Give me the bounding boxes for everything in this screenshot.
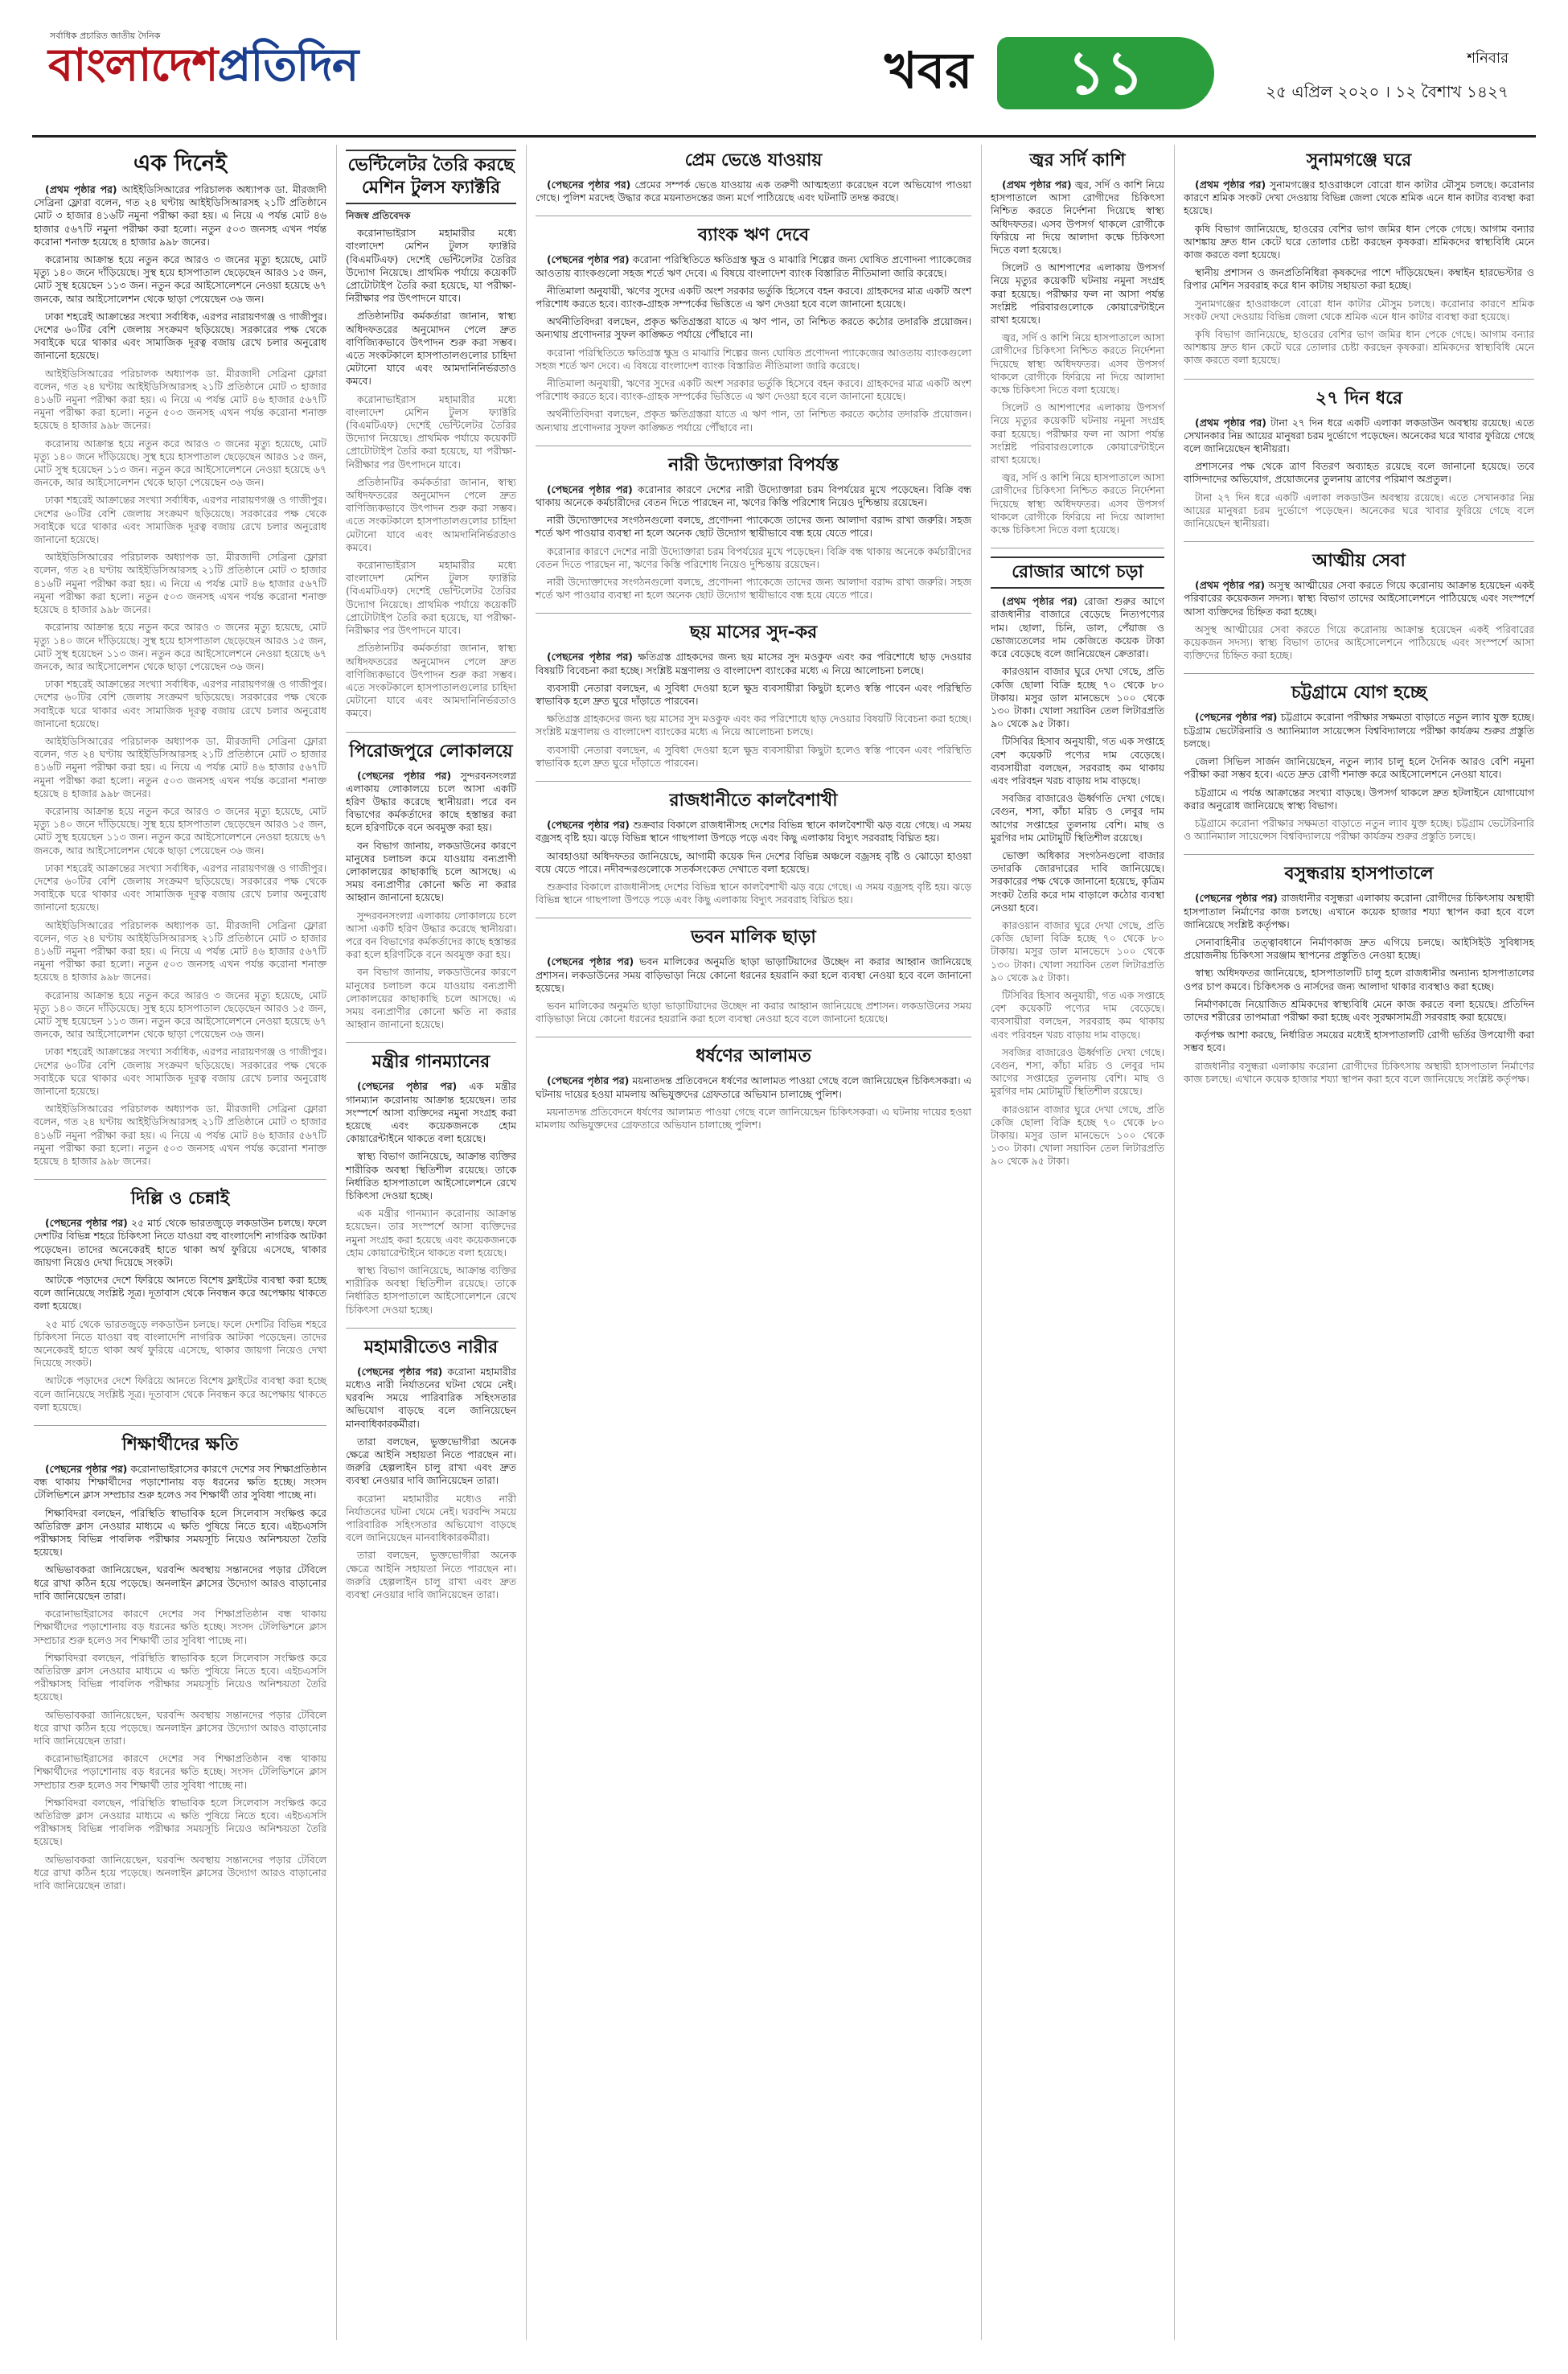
story-paragraph: করোনায় আক্রান্ত হয়ে নতুন করে আরও ৩ জনের মৃত্যু হয়েছে, মোট মৃত্যু ১৪০ জনে দাঁড়িয়েছে। সুস্থ হয়ে হাসপাতাল ছেড়েছেন আরও ১৫ জন, মোট সুস্থ হয়েছেন ১১৩ জন। নতুন করে আইসোলেশনে নেওয়া হয়েছে ৬৭ জনকে, আর আইসোলেশন থেকে ছাড়া পেয়েছেন ৩৬ জন। bbox=[34, 437, 326, 489]
story-divider bbox=[34, 1179, 326, 1180]
story-paragraph: কারওয়ান বাজার ঘুরে দেখা গেছে, প্রতি কেজি ছোলা বিক্রি হচ্ছে ৭০ থেকে ৮০ টাকায়। মসুর ডাল মানভেদে ১০০ থেকে ১৩০ টাকা। খোলা সয়াবিন তেল লিটারপ্রতি ৯০ থেকে ৯৫ টাকা। bbox=[991, 918, 1164, 984]
headline[interactable]: পিরোজপুরে লোকালয়ে bbox=[349, 741, 513, 762]
story-paragraph: করোনায় আক্রান্ত হয়ে নতুন করে আরও ৩ জনের মৃত্যু হয়েছে, মোট মৃত্যু ১৪০ জনে দাঁড়িয়েছে। সুস্থ হয়ে হাসপাতাল ছেড়েছেন আরও ১৫ জন, মোট সুস্থ হয়েছেন ১১৩ জন। নতুন করে আইসোলেশনে নেওয়া হয়েছে ৬৭ জনকে, আর আইসোলেশন থেকে ছাড়া পেয়েছেন ৩৬ জন। bbox=[34, 804, 326, 856]
story-jor-sordi[interactable] bbox=[991, 150, 1164, 536]
jump-label: (পেছনের পৃষ্ঠার পর) bbox=[45, 1463, 128, 1476]
story-paragraph: আইইডিসিআরের পরিচালক অধ্যাপক ডা. মীরজাদী সেব্রিনা ফ্লোরা বলেন, গত ২৪ ঘণ্টায় আইইডিসিআরসহ ২১টি প্রতিষ্ঠানে মোট ৩ হাজার ৪১৬টি নমুনা পরীক্ষা করা হয়। এ নিয়ে এ পর্যন্ত মোট ৪৬ হাজার ৫৬৭টি নমুনা পরীক্ষা করা হলো। নতুন ৫০৩ জনসহ এখন পর্যন্ত করোনা শনাক্ত হয়েছে ৪ হাজার ৯৯৮ জনের। bbox=[34, 1103, 326, 1168]
story-paragraph: রাজধানীর বসুন্ধরা এলাকায় করোনা রোগীদের চিকিৎসায় অস্থায়ী হাসপাতাল নির্মাণের কাজ চলছে। এখানে কয়েক হাজার শয্যা স্থাপন করা হবে বলে জানিয়েছে সংশ্লিষ্ট কর্তৃপক্ষ। bbox=[1184, 1059, 1534, 1085]
story-paragraph: আইইডিসিআরের পরিচালক অধ্যাপক ডা. মীরজাদী সেব্রিনা ফ্লোরা বলেন, গত ২৪ ঘণ্টায় আইইডিসিআরসহ ২১টি প্রতিষ্ঠানে মোট ৩ হাজার ৪১৬টি নমুনা পরীক্ষা করা হয়। এ নিয়ে এ পর্যন্ত মোট ৪৬ হাজার ৫৬৭টি নমুনা পরীক্ষা করা হলো। নতুন ৫০৩ জনসহ এখন পর্যন্ত করোনা শনাক্ত হয়েছে ৪ হাজার ৯৯৮ জনের। bbox=[34, 183, 326, 248]
story-dhorshon[interactable] bbox=[536, 1045, 971, 1132]
story-paragraph: ব্যবসায়ী নেতারা বলছেন, এ সুবিধা দেওয়া হলে ক্ষুদ্র ব্যবসায়ীরা কিছুটা হলেও স্বস্তি পাবেন এবং পরিস্থিতি স্বাভাবিক হলে দ্রুত ঘুরে দাঁড়াতে পারবেন। bbox=[536, 681, 971, 708]
jump-label: (পেছনের পৃষ্ঠার পর) bbox=[547, 819, 630, 832]
column-1 bbox=[34, 145, 326, 1904]
headline[interactable]: দিল্লি ও চেন্নাই bbox=[130, 1189, 230, 1210]
story-paragraph: সবজির বাজারেও ঊর্ধ্বগতি দেখা গেছে। বেগুন, শসা, কাঁচা মরিচ ও লেবুর দাম আগের সপ্তাহের তুলনায় বেশি। মাছ ও মুরগির দাম মোটামুটি স্থিতিশীল রয়েছে। bbox=[991, 792, 1164, 844]
story-nari[interactable] bbox=[536, 454, 971, 602]
story-divider bbox=[346, 1042, 516, 1043]
headline[interactable]: জ্বর সর্দি কাশি bbox=[1029, 150, 1126, 170]
story-paragraph: কর্তৃপক্ষ আশা করছে, নির্ধারিত সময়ের মধ্যেই হাসপাতালটি রোগী ভর্তির উপযোগী করা সম্ভব হবে। bbox=[1184, 1029, 1534, 1054]
story-paragraph: ২৫ মার্চ থেকে ভারতজুড়ে লকডাউন চলছে। ফলে দেশটির বিভিন্ন শহরে চিকিৎসা নিতে যাওয়া বহু বাংলাদেশি নাগরিক আটকা পড়েছেন। তাদের অনেকেরই হাতে থাকা অর্থ ফুরিয়ে এসেছে, থাকার জায়গা নিয়েও দেখা দিয়েছে সংকট। bbox=[34, 1317, 326, 1370]
story-bhobon[interactable] bbox=[536, 926, 971, 1025]
column-2 bbox=[346, 145, 516, 1612]
story-paragraph: সুন্দরবনসংলগ্ন এলাকায় লোকালয়ে চলে আসা একটি হরিণ উদ্ধার করেছে স্থানীয়রা। পরে বন বিভাগের কর্মকর্তাদের কাছে হস্তান্তর করা হলে হরিণটিকে বনে অবমুক্ত করা হয়। bbox=[346, 909, 516, 961]
story-paragraph: ক্ষতিগ্রস্ত গ্রাহকদের জন্য ছয় মাসের সুদ মওকুফ এবং কর পরিশোধে ছাড় দেওয়ার বিষয়টি বিবেচনা করা হচ্ছে। সংশ্লিষ্ট মন্ত্রণালয় ও বাংলাদেশ ব্যাংকের মধ্যে এ নিয়ে আলোচনা চলছে। bbox=[536, 651, 972, 676]
jump-label: (পেছনের পৃষ্ঠার পর) bbox=[357, 1080, 458, 1093]
story-paragraph: ঢাকা শহরেই আক্রান্তের সংখ্যা সর্বাধিক, এরপর নারায়ণগঞ্জ ও গাজীপুর। দেশের ৬০টির বেশি জেলায় সংক্রমণ ছড়িয়েছে। সরকারের পক্ষ থেকে সবাইকে ঘরে থাকার এবং সামাজিক দূরত্ব বজায় রেখে চলার অনুরোধ জানানো হয়েছে। bbox=[34, 861, 326, 914]
byline: নিজস্ব প্রতিবেদক bbox=[346, 210, 411, 221]
story-paragraph: নারী উদ্যোক্তাদের সংগঠনগুলো বলছে, প্রণোদনা প্যাকেজে তাদের জন্য আলাদা বরাদ্দ রাখা জরুরি। সহজ শর্তে ঋণ পাওয়ার ব্যবস্থা না হলে অনেক ছোট উদ্যোগ স্থায়ীভাবে বন্ধ হয়ে যেতে পারে। bbox=[536, 576, 971, 602]
story-paragraph: প্রশাসনের পক্ষ থেকে ত্রাণ বিতরণ অব্যাহত রয়েছে বলে জানানো হয়েছে। তবে বাসিন্দাদের অভিযোগ, প্রয়োজনের তুলনায় ত্রাণের পরিমাণ অপ্রতুল। bbox=[1184, 460, 1534, 486]
story-divider bbox=[346, 1328, 516, 1329]
story-mohamari[interactable] bbox=[346, 1337, 516, 1601]
story-paragraph: ময়নাতদন্ত প্রতিবেদনে ধর্ষণের আলামত পাওয়া গেছে বলে জানিয়েছেন চিকিৎসকরা। এ ঘটনায় দায়ের হওয়া মামলায় অভিযুক্তদের গ্রেফতারে অভিযান চালাচ্ছে পুলিশ। bbox=[536, 1074, 972, 1100]
story-paragraph: তারা বলছেন, ভুক্তভোগীরা অনেক ক্ষেত্রে আইনি সহায়তা নিতে পারছেন না। জরুরি হেল্পলাইন চালু রাখা এবং দ্রুত ব্যবস্থা নেওয়ার দাবি জানিয়েছেন তারা। bbox=[346, 1549, 516, 1601]
story-paragraph: নীতিমালা অনুযায়ী, ঋণের সুদের একটি অংশ সরকার ভর্তুকি হিসেবে বহন করবে। গ্রাহকদের মাত্র একটি অংশ পরিশোধ করতে হবে। ব্যাংক-গ্রাহক সম্পর্কের ভিত্তিতে এ ঋণ দেওয়া হবে বলে জানানো হয়েছে। bbox=[536, 377, 971, 403]
story-divider bbox=[1184, 379, 1534, 380]
story-paragraph: করোনায় আক্রান্ত হয়ে নতুন করে আরও ৩ জনের মৃত্যু হয়েছে, মোট মৃত্যু ১৪০ জনে দাঁড়িয়েছে। সুস্থ হয়ে হাসপাতাল ছেড়েছেন আরও ১৫ জন, মোট সুস্থ হয়েছেন ১১৩ জন। নতুন করে আইসোলেশনে নেওয়া হয়েছে ৬৭ জনকে, আর আইসোলেশন থেকে ছাড়া পেয়েছেন ৩৬ জন। bbox=[34, 988, 326, 1041]
jump-label: (পেছনের পৃষ্ঠার পর) bbox=[547, 253, 630, 266]
jump-label: (পেছনের পৃষ্ঠার পর) bbox=[1195, 711, 1278, 724]
column-4 bbox=[991, 145, 1164, 1180]
story-paragraph: ময়নাতদন্ত প্রতিবেদনে ধর্ষণের আলামত পাওয়া গেছে বলে জানিয়েছেন চিকিৎসকরা। এ ঘটনায় দায়ের হওয়া মামলায় অভিযুক্তদের গ্রেফতারে অভিযান চালাচ্ছে পুলিশ। bbox=[536, 1105, 971, 1131]
story-paragraph: অভিভাবকরা জানিয়েছেন, ঘরবন্দি অবস্থায় সন্তানদের পড়ার টেবিলে ধরে রাখা কঠিন হয়ে পড়েছে। অনলাইন ক্লাসের উদ্যোগ আরও বাড়ানোর দাবি জানিয়েছেন তারা। bbox=[34, 1563, 326, 1602]
story-paragraph: সেনাবাহিনীর তত্ত্বাবধানে নির্মাণকাজ দ্রুত এগিয়ে চলছে। আইসিইউ সুবিধাসহ প্রয়োজনীয় চিকিৎসা সরঞ্জাম স্থাপনের প্রস্তুতিও নেওয়া হচ্ছে। bbox=[1184, 935, 1534, 962]
column-divider bbox=[526, 145, 527, 2340]
story-paragraph: শিক্ষাবিদরা বলছেন, পরিস্থিতি স্বাভাবিক হলে সিলেবাস সংক্ষিপ্ত করে অতিরিক্ত ক্লাস নেওয়ার মাধ্যমে এ ক্ষতি পুষিয়ে নিতে হবে। এইচএসসি পরীক্ষাসহ বিভিন্ন পাবলিক পরীক্ষার সময়সূচি নিয়েও অনিশ্চয়তা তৈরি হয়েছে। bbox=[34, 1506, 326, 1559]
story-ventilator[interactable] bbox=[346, 150, 516, 721]
story-paragraph: করোনায় আক্রান্ত হয়ে নতুন করে আরও ৩ জনের মৃত্যু হয়েছে, মোট মৃত্যু ১৪০ জনে দাঁড়িয়েছে। সুস্থ হয়ে হাসপাতাল ছেড়েছেন আরও ১৫ জন, মোট সুস্থ হয়েছেন ১১৩ জন। নতুন করে আইসোলেশনে নেওয়া হয়েছে ৬৭ জনকে, আর আইসোলেশন থেকে ছাড়া পেয়েছেন ৩৬ জন। bbox=[34, 621, 326, 672]
story-paragraph: প্রতিষ্ঠানটির কর্মকর্তারা জানান, স্বাস্থ্য অধিদফতরের অনুমোদন পেলে দ্রুত বাণিজ্যিকভাবে উৎপাদন শুরু করা সম্ভব। এতে সংকটকালে হাসপাতালগুলোর চাহিদা মেটানো যাবে এবং আমদানিনির্ভরতাও কমবে। bbox=[346, 310, 516, 388]
story-shikkharthi[interactable] bbox=[34, 1434, 326, 1892]
headline[interactable]: ২৭ দিন ধরে bbox=[1315, 388, 1403, 409]
story-paragraph: তারা বলছেন, ভুক্তভোগীরা অনেক ক্ষেত্রে আইনি সহায়তা নিতে পারছেন না। জরুরি হেল্পলাইন চালু রাখা এবং দ্রুত ব্যবস্থা নেওয়ার দাবি জানিয়েছেন তারা। bbox=[346, 1435, 516, 1487]
story-divider bbox=[1184, 541, 1534, 542]
jump-label: (পেছনের পৃষ্ঠার পর) bbox=[357, 769, 452, 782]
story-paragraph: প্রতিষ্ঠানটির কর্মকর্তারা জানান, স্বাস্থ্য অধিদফতরের অনুমোদন পেলে দ্রুত বাণিজ্যিকভাবে উৎপাদন শুরু করা সম্ভব। এতে সংকটকালে হাসপাতালগুলোর চাহিদা মেটানো যাবে এবং আমদানিনির্ভরতাও কমবে। bbox=[346, 642, 516, 720]
story-paragraph: করোনা মহামারীর মধ্যেও নারী নির্যাতনের ঘটনা থেমে নেই। ঘরবন্দি সময়ে পারিবারিক সহিংসতার অভিযোগ বাড়ছে বলে জানিয়েছেন মানবাধিকারকর্মীরা। bbox=[346, 1492, 516, 1544]
story-paragraph: ক্ষতিগ্রস্ত গ্রাহকদের জন্য ছয় মাসের সুদ মওকুফ এবং কর পরিশোধে ছাড় দেওয়ার বিষয়টি বিবেচনা করা হচ্ছে। সংশ্লিষ্ট মন্ত্রণালয় ও বাংলাদেশ ব্যাংকের মধ্যে এ নিয়ে আলোচনা চলছে। bbox=[536, 713, 971, 738]
headline[interactable]: শিক্ষার্থীদের ক্ষতি bbox=[121, 1435, 239, 1456]
column-divider bbox=[336, 145, 337, 2340]
story-paragraph: করোনাভাইরাস মহামারীর মধ্যে বাংলাদেশ মেশিন টুলস ফ্যাক্টরি (বিএমটিএফ) দেশেই ভেন্টিলেটর তৈরির উদ্যোগ নিয়েছে। প্রাথমিক পর্যায়ে কয়েকটি প্রোটোটাইপ তৈরি করা হয়েছে, যা পরীক্ষা-নিরীক্ষার পর উৎপাদনে যাবে। bbox=[346, 559, 516, 637]
story-paragraph: স্বাস্থ্য বিভাগ জানিয়েছে, আক্রান্ত ব্যক্তির শারীরিক অবস্থা স্থিতিশীল রয়েছে। তাকে নির্ধারিত হাসপাতালে আইসোলেশনে রেখে চিকিৎসা দেওয়া হচ্ছে। bbox=[346, 1150, 516, 1201]
headline[interactable]: ধর্ষণের আলামত bbox=[696, 1046, 811, 1067]
story-paragraph: রোজা শুরুর আগে রাজধানীর বাজারে বেড়েছে নিত্যপণ্যের দাম। ছোলা, চিনি, ডাল, পেঁয়াজ ও ভোজ্যতেলের দাম কেজিতে কয়েক টাকা করে বেড়েছে বলে জানিয়েছেন ক্রেতারা। bbox=[991, 595, 1164, 660]
story-paragraph: টিসিবির হিসাব অনুযায়ী, গত এক সপ্তাহে বেশ কয়েকটি পণ্যের দাম বেড়েছে। ব্যবসায়ীরা বলছেন, সরবরাহ কম থাকায় এবং পরিবহন খরচ বাড়ায় দাম বাড়ছে। bbox=[991, 988, 1164, 1041]
story-paragraph: সবজির বাজারেও ঊর্ধ্বগতি দেখা গেছে। বেগুন, শসা, কাঁচা মরিচ ও লেবুর দাম আগের সপ্তাহের তুলনায় বেশি। মাছ ও মুরগির দাম মোটামুটি স্থিতিশীল রয়েছে। bbox=[991, 1045, 1164, 1098]
story-paragraph: অর্থনীতিবিদরা বলছেন, প্রকৃত ক্ষতিগ্রস্তরা যাতে এ ঋণ পান, তা নিশ্চিত করতে কঠোর তদারকি প্রয়োজন। অন্যথায় প্রণোদনার সুফল কাঙ্ক্ষিত পর্যায়ে পৌঁছাবে না। bbox=[536, 315, 971, 341]
jump-label: (পেছনের পৃষ্ঠার পর) bbox=[547, 1074, 630, 1087]
story-paragraph: প্রেমের সম্পর্ক ভেঙে যাওয়ায় এক তরুণী আত্মহত্যা করেছেন বলে অভিযোগ পাওয়া গেছে। পুলিশ মরদেহ উদ্ধার করে ময়নাতদন্তের জন্য মর্গে পাঠিয়েছে এবং ঘটনাটি তদন্ত করছে। bbox=[536, 179, 971, 204]
story-dilli-chennai[interactable] bbox=[34, 1188, 326, 1414]
story-paragraph: করোনার কারণে দেশের নারী উদ্যোক্তারা চরম বিপর্যয়ের মুখে পড়েছেন। বিক্রি বন্ধ থাকায় অনেকে কর্মচারীদের বেতন দিতে পারছেন না, ঋণের কিস্তি পরিশোধ নিয়েও দুশ্চিন্তায় রয়েছেন। bbox=[536, 544, 971, 570]
story-paragraph: বন বিভাগ জানায়, লকডাউনের কারণে মানুষের চলাচল কমে যাওয়ায় বন্যপ্রাণী লোকালয়ের কাছাকাছি চলে আসছে। এ সময় বন্যপ্রাণীর কোনো ক্ষতি না করার আহ্বান জানানো হয়েছে। bbox=[346, 966, 516, 1031]
brand-logo[interactable] bbox=[48, 39, 359, 92]
story-paragraph: চট্টগ্রামে করোনা পরীক্ষার সক্ষমতা বাড়াতে নতুন ল্যাব যুক্ত হচ্ছে। চট্টগ্রাম ভেটেরিনারি ও অ্যানিম্যাল সায়েন্সেস বিশ্ববিদ্যালয়ে পরীক্ষা কার্যক্রম শুরুর প্রস্তুতি চলছে। bbox=[1184, 711, 1535, 750]
story-paragraph: সিলেট ও আশপাশের এলাকায় উপসর্গ নিয়ে মৃত্যুর কয়েকটি ঘটনায় নমুনা সংগ্রহ করা হয়েছে। পরীক্ষার ফল না আসা পর্যন্ত সংশ্লিষ্ট পরিবারগুলোকে কোয়ারেন্টাইনে রাখা হয়েছে। bbox=[991, 401, 1164, 466]
story-paragraph: কৃষি বিভাগ জানিয়েছে, হাওরের বেশির ভাগ জমির ধান পেকে গেছে। আগাম বন্যার আশঙ্কায় দ্রুত ধান কেটে ঘরে তোলার চেষ্টা করছেন কৃষকরা। শ্রমিকদের স্বাস্থ্যবিধি মেনে কাজ করতে বলা হয়েছে। bbox=[1184, 328, 1534, 367]
headline[interactable]: ভেন্টিলেটর তৈরি করছে মেশিন টুলস ফ্যাক্টরি bbox=[346, 150, 516, 204]
story-paragraph: কারওয়ান বাজার ঘুরে দেখা গেছে, প্রতি কেজি ছোলা বিক্রি হচ্ছে ৭০ থেকে ৮০ টাকায়। মসুর ডাল মানভেদে ১০০ থেকে ১৩০ টাকা। খোলা সয়াবিন তেল লিটারপ্রতি ৯০ থেকে ৯৫ টাকা। bbox=[991, 1103, 1164, 1168]
story-paragraph: অসুস্থ আত্মীয়ের সেবা করতে গিয়ে করোনায় আক্রান্ত হয়েছেন একই পরিবারের কয়েকজন সদস্য। স্বাস্থ্য বিভাগ তাদের আইসোলেশনে পাঠিয়েছে এবং সংস্পর্শে আসা ব্যক্তিদের চিহ্নিত করা হচ্ছে। bbox=[1184, 622, 1534, 662]
story-divider bbox=[1184, 854, 1534, 855]
column-divider bbox=[1174, 145, 1175, 2340]
story-paragraph: জেলা সিভিল সার্জন জানিয়েছেন, নতুন ল্যাব চালু হলে দৈনিক আরও বেশি নমুনা পরীক্ষা করা সম্ভব হবে। এতে দ্রুত রোগী শনাক্ত করে আইসোলেশনে নেওয়া যাবে। bbox=[1184, 755, 1534, 781]
story-paragraph: এক মন্ত্রীর গানম্যান করোনায় আক্রান্ত হয়েছেন। তার সংস্পর্শে আসা ব্যক্তিদের নমুনা সংগ্রহ করা হয়েছে এবং কয়েকজনকে হোম কোয়ারেন্টাইনে থাকতে বলা হয়েছে। bbox=[346, 1080, 516, 1145]
jump-label: (পেছনের পৃষ্ঠার পর) bbox=[547, 483, 633, 495]
issue-day: শনিবার bbox=[1467, 50, 1508, 67]
story-rajdhani[interactable] bbox=[536, 790, 971, 906]
story-bosundhora[interactable] bbox=[1184, 863, 1534, 1086]
story-pirojpur[interactable] bbox=[346, 741, 516, 1032]
story-27-din[interactable] bbox=[1184, 388, 1534, 531]
story-paragraph: স্বাস্থ্য অধিদফতর জানিয়েছে, হাসপাতালটি চালু হলে রাজধানীর অন্যান্য হাসপাতালের ওপর চাপ কমবে। চিকিৎসক ও নার্সদের জন্য আলাদা থাকার ব্যবস্থাও করা হচ্ছে। bbox=[1184, 967, 1534, 992]
story-bank[interactable] bbox=[536, 224, 971, 433]
story-paragraph: ঢাকা শহরেই আক্রান্তের সংখ্যা সর্বাধিক, এরপর নারায়ণগঞ্জ ও গাজীপুর। দেশের ৬০টির বেশি জেলায় সংক্রমণ ছড়িয়েছে। সরকারের পক্ষ থেকে সবাইকে ঘরে থাকার এবং সামাজিক দূরত্ব বজায় রেখে চলার অনুরোধ জানানো হয়েছে। bbox=[34, 1045, 326, 1097]
story-paragraph: করোনাভাইরাসের কারণে দেশের সব শিক্ষাপ্রতিষ্ঠান বন্ধ থাকায় শিক্ষার্থীদের পড়াশোনায় বড় ধরনের ক্ষতি হচ্ছে। সংসদ টেলিভিশনে ক্লাস সম্প্রচার শুরু হলেও সব শিক্ষার্থী তার সুবিধা পাচ্ছে না। bbox=[34, 1608, 326, 1646]
jump-label: (পেছনের পৃষ্ঠার পর) bbox=[45, 1217, 128, 1230]
story-paragraph: নির্মাণকাজে নিয়োজিত শ্রমিকদের স্বাস্থ্যবিধি মেনে কাজ করতে বলা হয়েছে। প্রতিদিন তাদের শরীরের তাপমাত্রা পরীক্ষা করা হচ্ছে এবং সুরক্ষাসামগ্রী সরবরাহ করা হয়েছে। bbox=[1184, 997, 1534, 1023]
jump-label: (পেছনের পৃষ্ঠার পর) bbox=[357, 1365, 443, 1378]
story-paragraph: জ্বর, সর্দি ও কাশি নিয়ে হাসপাতালে আসা রোগীদের চিকিৎসা নিশ্চিত করতে নির্দেশনা দিয়েছে স্বাস্থ্য অধিদফতর। এসব উপসর্গ থাকলে রোগীকে ফিরিয়ে না দিয়ে আলাদা কক্ষে চিকিৎসা দিতে বলা হয়েছে। bbox=[991, 179, 1164, 257]
jump-label: (প্রথম পৃষ্ঠার পর) bbox=[1195, 179, 1266, 191]
jump-label: (প্রথম পৃষ্ঠার পর) bbox=[1002, 595, 1077, 608]
issue-date: ২৫ এপ্রিল ২০২০ । ১২ বৈশাখ ১৪২৭ bbox=[1266, 82, 1508, 101]
story-paragraph: নারী উদ্যোক্তাদের সংগঠনগুলো বলছে, প্রণোদনা প্যাকেজে তাদের জন্য আলাদা বরাদ্দ রাখা জরুরি। সহজ শর্তে ঋণ পাওয়ার ব্যবস্থা না হলে অনেক ছোট উদ্যোগ স্থায়ীভাবে বন্ধ হয়ে যেতে পারে। bbox=[536, 514, 971, 540]
story-chattogram[interactable] bbox=[1184, 682, 1534, 843]
jump-label: (প্রথম পৃষ্ঠার পর) bbox=[45, 183, 117, 195]
headline[interactable]: নারী উদ্যোক্তারা বিপর্যস্ত bbox=[668, 454, 839, 475]
headline[interactable]: ব্যাংক ঋণ দেবে bbox=[697, 225, 810, 246]
story-paragraph: শুক্রবার বিকালে রাজধানীসহ দেশের বিভিন্ন স্থানে কালবৈশাখী ঝড় বয়ে গেছে। এ সময় বজ্রসহ বৃষ্টি হয়। ঝড়ে বিভিন্ন স্থানে গাছপালা উপড়ে পড়ে এবং কিছু এলাকায় বিদ্যুৎ সরবরাহ বিঘ্নিত হয়। bbox=[536, 880, 971, 906]
story-rojar[interactable] bbox=[991, 557, 1164, 1168]
headline[interactable]: ভবন মালিক ছাড়া bbox=[691, 927, 816, 948]
story-paragraph: ভবন মালিকের অনুমতি ছাড়া ভাড়াটিয়াদের উচ্ছেদ না করার আহ্বান জানিয়েছে প্রশাসন। লকডাউনের সময় বাড়িভাড়া নিয়ে কোনো ধরনের হয়রানি করা হলে ব্যবস্থা নেওয়া হবে বলে জানানো হয়েছে। bbox=[536, 955, 972, 994]
story-paragraph: চট্টগ্রামে করোনা পরীক্ষার সক্ষমতা বাড়াতে নতুন ল্যাব যুক্ত হচ্ছে। চট্টগ্রাম ভেটেরিনারি ও অ্যানিম্যাল সায়েন্সেস বিশ্ববিদ্যালয়ে পরীক্ষা কার্যক্রম শুরুর প্রস্তুতি চলছে। bbox=[1184, 816, 1534, 843]
story-divider bbox=[1184, 673, 1534, 674]
story-divider bbox=[536, 613, 971, 614]
story-divider bbox=[536, 781, 971, 782]
headline[interactable]: মহামারীতেও নারীর bbox=[363, 1337, 499, 1357]
story-paragraph: প্রতিষ্ঠানটির কর্মকর্তারা জানান, স্বাস্থ্য অধিদফতরের অনুমোদন পেলে দ্রুত বাণিজ্যিকভাবে উৎপাদন শুরু করা সম্ভব। এতে সংকটকালে হাসপাতালগুলোর চাহিদা মেটানো যাবে এবং আমদানিনির্ভরতাও কমবে। bbox=[346, 475, 516, 553]
story-paragraph: করোনাভাইরাস মহামারীর মধ্যে বাংলাদেশ মেশিন টুলস ফ্যাক্টরি (বিএমটিএফ) দেশেই ভেন্টিলেটর তৈরির উদ্যোগ নিয়েছে। প্রাথমিক পর্যায়ে কয়েকটি প্রোটোটাইপ তৈরি করা হয়েছে, যা পরীক্ষা-নিরীক্ষার পর উৎপাদনে যাবে। bbox=[346, 392, 516, 470]
story-ek-dinei[interactable] bbox=[34, 150, 326, 1168]
story-paragraph: জ্বর, সর্দি ও কাশি নিয়ে হাসপাতালে আসা রোগীদের চিকিৎসা নিশ্চিত করতে নির্দেশনা দিয়েছে স্বাস্থ্য অধিদফতর। এসব উপসর্গ থাকলে রোগীকে ফিরিয়ে না দিয়ে আলাদা কক্ষে চিকিৎসা দিতে বলা হয়েছে। bbox=[991, 471, 1165, 536]
brand-logo-part1: বাংলাদেশ bbox=[48, 39, 218, 92]
story-paragraph: এক মন্ত্রীর গানম্যান করোনায় আক্রান্ত হয়েছেন। তার সংস্পর্শে আসা ব্যক্তিদের নমুনা সংগ্রহ করা হয়েছে এবং কয়েকজনকে হোম কোয়ারেন্টাইনে থাকতে বলা হয়েছে। bbox=[346, 1207, 516, 1259]
headline[interactable]: ছয় মাসের সুদ-কর bbox=[689, 622, 818, 643]
story-paragraph: স্থানীয় প্রশাসন ও জনপ্রতিনিধিরা কৃষকদের পাশে দাঁড়িয়েছেন। কম্বাইন হারভেস্টার ও রিপার মেশিন সরবরাহ করে ধান কাটায় সহায়তা করা হচ্ছে। bbox=[1184, 266, 1534, 292]
headline[interactable]: সুনামগঞ্জে ঘরে bbox=[1306, 150, 1412, 170]
story-paragraph: করোনার কারণে দেশের নারী উদ্যোক্তারা চরম বিপর্যয়ের মুখে পড়েছেন। বিক্রি বন্ধ থাকায় অনেকে কর্মচারীদের বেতন দিতে পারছেন না, ঋণের কিস্তি পরিশোধ নিয়েও দুশ্চিন্তায় রয়েছেন। bbox=[536, 483, 971, 509]
story-paragraph: করোনাভাইরাস মহামারীর মধ্যে বাংলাদেশ মেশিন টুলস ফ্যাক্টরি (বিএমটিএফ) দেশেই ভেন্টিলেটর তৈরির উদ্যোগ নিয়েছে। প্রাথমিক পর্যায়ে কয়েকটি প্রোটোটাইপ তৈরি করা হয়েছে, যা পরীক্ষা-নিরীক্ষার পর উৎপাদনে যাবে। bbox=[346, 227, 516, 305]
story-divider bbox=[346, 732, 516, 733]
story-divider bbox=[34, 1425, 326, 1426]
story-paragraph: ব্যবসায়ী নেতারা বলছেন, এ সুবিধা দেওয়া হলে ক্ষুদ্র ব্যবসায়ীরা কিছুটা হলেও স্বস্তি পাবেন এবং পরিস্থিতি স্বাভাবিক হলে দ্রুত ঘুরে দাঁড়াতে পারবেন। bbox=[536, 743, 971, 769]
story-paragraph: টানা ২৭ দিন ধরে একটি এলাকা লকডাউন অবস্থায় রয়েছে। এতে সেখানকার নিম্ন আয়ের মানুষরা চরম দুর্ভোগে পড়েছেন। অনেকের ঘরে খাবার ফুরিয়ে গেছে বলে জানিয়েছেন স্থানীয়রা। bbox=[1184, 491, 1534, 530]
brand-logo-part2: প্রতিদিন bbox=[217, 39, 359, 92]
column-3 bbox=[536, 145, 971, 1143]
story-paragraph: করোনাভাইরাসের কারণে দেশের সব শিক্ষাপ্রতিষ্ঠান বন্ধ থাকায় শিক্ষার্থীদের পড়াশোনায় বড় ধরনের ক্ষতি হচ্ছে। সংসদ টেলিভিশনে ক্লাস সম্প্রচার শুরু হলেও সব শিক্ষার্থী তার সুবিধা পাচ্ছে না। bbox=[34, 1463, 326, 1501]
story-paragraph: আটকে পড়াদের দেশে ফিরিয়ে আনতে বিশেষ ফ্লাইটের ব্যবস্থা করা হচ্ছে বলে জানিয়েছে সংশ্লিষ্ট সূত্র। দূতাবাস থেকে নিবন্ধন করে অপেক্ষায় থাকতে বলা হয়েছে। bbox=[34, 1274, 326, 1312]
story-paragraph: রাজধানীর বসুন্ধরা এলাকায় করোনা রোগীদের চিকিৎসায় অস্থায়ী হাসপাতাল নির্মাণের কাজ চলছে। এখানে কয়েক হাজার শয্যা স্থাপন করা হবে বলে জানিয়েছে সংশ্লিষ্ট কর্তৃপক্ষ। bbox=[1184, 892, 1534, 930]
story-paragraph: নীতিমালা অনুযায়ী, ঋণের সুদের একটি অংশ সরকার ভর্তুকি হিসেবে বহন করবে। গ্রাহকদের মাত্র একটি অংশ পরিশোধ করতে হবে। ব্যাংক-গ্রাহক সম্পর্কের ভিত্তিতে এ ঋণ দেওয়া হবে বলে জানানো হয়েছে। bbox=[536, 284, 971, 310]
headline[interactable]: চট্টগ্রামে যোগ হচ্ছে bbox=[1291, 683, 1427, 704]
story-paragraph: টিসিবির হিসাব অনুযায়ী, গত এক সপ্তাহে বেশ কয়েকটি পণ্যের দাম বেড়েছে। ব্যবসায়ীরা বলছেন, সরবরাহ কম থাকায় এবং পরিবহন খরচ বাড়ায় দাম বাড়ছে। bbox=[991, 735, 1164, 787]
story-paragraph: ভোক্তা অধিকার সংগঠনগুলো বাজার তদারকি জোরদারের দাবি জানিয়েছে। সরকারের পক্ষ থেকে জানানো হয়েছে, কৃত্রিম সংকট তৈরি করে দাম বাড়ালে কঠোর ব্যবস্থা নেওয়া হবে। bbox=[991, 848, 1164, 914]
story-paragraph: কৃষি বিভাগ জানিয়েছে, হাওরের বেশির ভাগ জমির ধান পেকে গেছে। আগাম বন্যার আশঙ্কায় দ্রুত ধান কেটে ঘরে তোলার চেষ্টা করছেন কৃষকরা। শ্রমিকদের স্বাস্থ্যবিধি মেনে কাজ করতে বলা হয়েছে। bbox=[1184, 222, 1534, 261]
headline[interactable]: এক দিনেই bbox=[133, 150, 227, 176]
headline[interactable]: আত্মীয় সেবা bbox=[1312, 551, 1406, 572]
story-paragraph: করোনা পরিস্থিতিতে ক্ষতিগ্রস্ত ক্ষুদ্র ও মাঝারি শিল্পের জন্য ঘোষিত প্রণোদনা প্যাকেজের আওতায় ব্যাংকগুলো সহজ শর্তে ঋণ দেবে। এ বিষয়ে বাংলাদেশ ব্যাংক বিস্তারিত নীতিমালা জারি করেছে। bbox=[536, 346, 971, 372]
page-number-badge: ১১ bbox=[997, 37, 1214, 109]
jump-label: (পেছনের পৃষ্ঠার পর) bbox=[547, 955, 634, 968]
story-paragraph: শিক্ষাবিদরা বলছেন, পরিস্থিতি স্বাভাবিক হলে সিলেবাস সংক্ষিপ্ত করে অতিরিক্ত ক্লাস নেওয়ার মাধ্যমে এ ক্ষতি পুষিয়ে নিতে হবে। এইচএসসি পরীক্ষাসহ বিভিন্ন পাবলিক পরীক্ষার সময়সূচি নিয়েও অনিশ্চয়তা তৈরি হয়েছে। bbox=[34, 1796, 326, 1848]
column-5 bbox=[1184, 145, 1534, 1097]
story-paragraph: ভবন মালিকের অনুমতি ছাড়া ভাড়াটিয়াদের উচ্ছেদ না করার আহ্বান জানিয়েছে প্রশাসন। লকডাউনের সময় বাড়িভাড়া নিয়ে কোনো ধরনের হয়রানি করা হলে ব্যবস্থা নেওয়া হবে বলে জানানো হয়েছে। bbox=[536, 999, 971, 1025]
column-divider bbox=[981, 145, 982, 2340]
logo-tagline: সর্বাধিক প্রচারিত জাতীয় দৈনিক bbox=[50, 31, 161, 41]
headline[interactable]: রাজধানীতে কালবৈশাখী bbox=[669, 791, 838, 811]
jump-label: (পেছনের পৃষ্ঠার পর) bbox=[547, 651, 633, 663]
story-paragraph: অসুস্থ আত্মীয়ের সেবা করতে গিয়ে করোনায় আক্রান্ত হয়েছেন একই পরিবারের কয়েকজন সদস্য। স্বাস্থ্য বিভাগ তাদের আইসোলেশনে পাঠিয়েছে এবং সংস্পর্শে আসা ব্যক্তিদের চিহ্নিত করা হচ্ছে। bbox=[1184, 579, 1534, 618]
story-paragraph: চট্টগ্রামে এ পর্যন্ত আক্রান্তের সংখ্যা বাড়ছে। উপসর্গ থাকলে দ্রুত হটলাইনে যোগাযোগ করার অনুরোধ জানিয়েছে স্বাস্থ্য বিভাগ। bbox=[1184, 786, 1534, 811]
jump-label: (প্রথম পৃষ্ঠার পর) bbox=[1195, 579, 1266, 592]
masthead bbox=[32, 14, 1536, 135]
story-paragraph: স্বাস্থ্য বিভাগ জানিয়েছে, আক্রান্ত ব্যক্তির শারীরিক অবস্থা স্থিতিশীল রয়েছে। তাকে নির্ধারিত হাসপাতালে আইসোলেশনে রেখে চিকিৎসা দেওয়া হচ্ছে। bbox=[346, 1264, 516, 1316]
story-sunamganj[interactable] bbox=[1184, 150, 1534, 368]
jump-label: (পেছনের পৃষ্ঠার পর) bbox=[547, 179, 631, 191]
story-prem[interactable] bbox=[536, 150, 971, 204]
story-paragraph: আইইডিসিআরের পরিচালক অধ্যাপক ডা. মীরজাদী সেব্রিনা ফ্লোরা বলেন, গত ২৪ ঘণ্টায় আইইডিসিআরসহ ২১টি প্রতিষ্ঠানে মোট ৩ হাজার ৪১৬টি নমুনা পরীক্ষা করা হয়। এ নিয়ে এ পর্যন্ত মোট ৪৬ হাজার ৫৬৭টি নমুনা পরীক্ষা করা হলো। নতুন ৫০৩ জনসহ এখন পর্যন্ত করোনা শনাক্ত হয়েছে ৪ হাজার ৯৯৮ জনের। bbox=[34, 918, 326, 984]
story-paragraph: ঢাকা শহরেই আক্রান্তের সংখ্যা সর্বাধিক, এরপর নারায়ণগঞ্জ ও গাজীপুর। দেশের ৬০টির বেশি জেলায় সংক্রমণ ছড়িয়েছে। সরকারের পক্ষ থেকে সবাইকে ঘরে থাকার এবং সামাজিক দূরত্ব বজায় রেখে চলার অনুরোধ জানানো হয়েছে। bbox=[34, 310, 326, 362]
jump-label: (পেছনের পৃষ্ঠার পর) bbox=[1195, 892, 1278, 905]
story-paragraph: বন বিভাগ জানায়, লকডাউনের কারণে মানুষের চলাচল কমে যাওয়ায় বন্যপ্রাণী লোকালয়ের কাছাকাছি চলে আসছে। এ সময় বন্যপ্রাণীর কোনো ক্ষতি না করার আহ্বান জানানো হয়েছে। bbox=[346, 839, 516, 904]
story-paragraph: অভিভাবকরা জানিয়েছেন, ঘরবন্দি অবস্থায় সন্তানদের পড়ার টেবিলে ধরে রাখা কঠিন হয়ে পড়েছে। অনলাইন ক্লাসের উদ্যোগ আরও বাড়ানোর দাবি জানিয়েছেন তারা। bbox=[34, 1853, 326, 1891]
story-paragraph: করোনা পরিস্থিতিতে ক্ষতিগ্রস্ত ক্ষুদ্র ও মাঝারি শিল্পের জন্য ঘোষিত প্রণোদনা প্যাকেজের আওতায় ব্যাংকগুলো সহজ শর্তে ঋণ দেবে। এ বিষয়ে বাংলাদেশ ব্যাংক বিস্তারিত নীতিমালা জারি করেছে। bbox=[536, 253, 971, 279]
story-paragraph: সুন্দরবনসংলগ্ন এলাকায় লোকালয়ে চলে আসা একটি হরিণ উদ্ধার করেছে স্থানীয়রা। পরে বন বিভাগের কর্মকর্তাদের কাছে হস্তান্তর করা হলে হরিণটিকে বনে অবমুক্ত করা হয়। bbox=[346, 769, 516, 834]
story-paragraph: আইইডিসিআরের পরিচালক অধ্যাপক ডা. মীরজাদী সেব্রিনা ফ্লোরা বলেন, গত ২৪ ঘণ্টায় আইইডিসিআরসহ ২১টি প্রতিষ্ঠানে মোট ৩ হাজার ৪১৬টি নমুনা পরীক্ষা করা হয়। এ নিয়ে এ পর্যন্ত মোট ৪৬ হাজার ৫৬৭টি নমুনা পরীক্ষা করা হলো। নতুন ৫০৩ জনসহ এখন পর্যন্ত করোনা শনাক্ত হয়েছে ৪ হাজার ৯৯৮ জনের। bbox=[34, 367, 326, 432]
story-paragraph: আইইডিসিআরের পরিচালক অধ্যাপক ডা. মীরজাদী সেব্রিনা ফ্লোরা বলেন, গত ২৪ ঘণ্টায় আইইডিসিআরসহ ২১টি প্রতিষ্ঠানে মোট ৩ হাজার ৪১৬টি নমুনা পরীক্ষা করা হয়। এ নিয়ে এ পর্যন্ত মোট ৪৬ হাজার ৫৬৭টি নমুনা পরীক্ষা করা হলো। নতুন ৫০৩ জনসহ এখন পর্যন্ত করোনা শনাক্ত হয়েছে ৪ হাজার ৯৯৮ জনের। bbox=[34, 734, 326, 799]
headline[interactable]: মন্ত্রীর গানম্যানের bbox=[371, 1052, 491, 1073]
story-paragraph: শুক্রবার বিকালে রাজধানীসহ দেশের বিভিন্ন স্থানে কালবৈশাখী ঝড় বয়ে গেছে। এ সময় বজ্রসহ বৃষ্টি হয়। ঝড়ে বিভিন্ন স্থানে গাছপালা উপড়ে পড়ে এবং কিছু এলাকায় বিদ্যুৎ সরবরাহ বিঘ্নিত হয়। bbox=[536, 819, 971, 844]
story-attiyo[interactable] bbox=[1184, 550, 1534, 662]
story-paragraph: অভিভাবকরা জানিয়েছেন, ঘরবন্দি অবস্থায় সন্তানদের পড়ার টেবিলে ধরে রাখা কঠিন হয়ে পড়েছে। অনলাইন ক্লাসের উদ্যোগ আরও বাড়ানোর দাবি জানিয়েছেন তারা। bbox=[34, 1708, 326, 1747]
story-paragraph: ঢাকা শহরেই আক্রান্তের সংখ্যা সর্বাধিক, এরপর নারায়ণগঞ্জ ও গাজীপুর। দেশের ৬০টির বেশি জেলায় সংক্রমণ ছড়িয়েছে। সরকারের পক্ষ থেকে সবাইকে ঘরে থাকার এবং সামাজিক দূরত্ব বজায় রেখে চলার অনুরোধ জানানো হয়েছে। bbox=[34, 494, 326, 546]
story-paragraph: অর্থনীতিবিদরা বলছেন, প্রকৃত ক্ষতিগ্রস্তরা যাতে এ ঋণ পান, তা নিশ্চিত করতে কঠোর তদারকি প্রয়োজন। অন্যথায় প্রণোদনার সুফল কাঙ্ক্ষিত পর্যায়ে পৌঁছাবে না। bbox=[536, 408, 971, 433]
masthead-divider bbox=[32, 135, 1536, 138]
story-paragraph: সুনামগঞ্জের হাওরাঞ্চলে বোরো ধান কাটার মৌসুম চলছে। করোনার কারণে শ্রমিক সংকট দেখা দেওয়ায় বিভিন্ন জেলা থেকে শ্রমিক এনে ধান কাটার ব্যবস্থা করা হয়েছে। bbox=[1184, 179, 1534, 217]
story-paragraph: করোনাভাইরাসের কারণে দেশের সব শিক্ষাপ্রতিষ্ঠান বন্ধ থাকায় শিক্ষার্থীদের পড়াশোনায় বড় ধরনের ক্ষতি হচ্ছে। সংসদ টেলিভিশনে ক্লাস সম্প্রচার শুরু হলেও সব শিক্ষার্থী তার সুবিধা পাচ্ছে না। bbox=[34, 1752, 326, 1791]
headline[interactable]: প্রেম ভেঙে যাওয়ায় bbox=[684, 150, 823, 170]
story-mantri[interactable] bbox=[346, 1051, 516, 1316]
story-paragraph: ২৫ মার্চ থেকে ভারতজুড়ে লকডাউন চলছে। ফলে দেশটির বিভিন্ন শহরে চিকিৎসা নিতে যাওয়া বহু বাংলাদেশি নাগরিক আটকা পড়েছেন। তাদের অনেকেরই হাতে থাকা অর্থ ফুরিয়ে এসেছে, থাকার জায়গা নিয়েও দেখা দিয়েছে সংকট। bbox=[34, 1217, 326, 1268]
story-paragraph: করোনা মহামারীর মধ্যেও নারী নির্যাতনের ঘটনা থেমে নেই। ঘরবন্দি সময়ে পারিবারিক সহিংসতার অভিযোগ বাড়ছে বলে জানিয়েছেন মানবাধিকারকর্মীরা। bbox=[346, 1365, 516, 1430]
section-title: খবর bbox=[885, 41, 973, 100]
jump-label: (প্রথম পৃষ্ঠার পর) bbox=[1195, 416, 1266, 429]
story-paragraph: আবহাওয়া অধিদফতর জানিয়েছে, আগামী কয়েক দিন দেশের বিভিন্ন অঞ্চলে বজ্রসহ বৃষ্টি ও ঝোড়ো হাওয়া বয়ে যেতে পারে। নদীবন্দরগুলোকে সতর্কসংকেত দেখাতে বলা হয়েছে। bbox=[536, 849, 971, 875]
story-choy-mash[interactable] bbox=[536, 622, 971, 770]
story-paragraph: কারওয়ান বাজার ঘুরে দেখা গেছে, প্রতি কেজি ছোলা বিক্রি হচ্ছে ৭০ থেকে ৮০ টাকায়। মসুর ডাল মানভেদে ১০০ থেকে ১৩০ টাকা। খোলা সয়াবিন তেল লিটারপ্রতি ৯০ থেকে ৯৫ টাকা। bbox=[991, 665, 1164, 730]
story-paragraph: টানা ২৭ দিন ধরে একটি এলাকা লকডাউন অবস্থায় রয়েছে। এতে সেখানকার নিম্ন আয়ের মানুষরা চরম দুর্ভোগে পড়েছেন। অনেকের ঘরে খাবার ফুরিয়ে গেছে বলে জানিয়েছেন স্থানীয়রা। bbox=[1184, 416, 1534, 455]
jump-label: (প্রথম পৃষ্ঠার পর) bbox=[1002, 179, 1072, 191]
story-paragraph: ঢাকা শহরেই আক্রান্তের সংখ্যা সর্বাধিক, এরপর নারায়ণগঞ্জ ও গাজীপুর। দেশের ৬০টির বেশি জেলায় সংক্রমণ ছড়িয়েছে। সরকারের পক্ষ থেকে সবাইকে ঘরে থাকার এবং সামাজিক দূরত্ব বজায় রেখে চলার অনুরোধ জানানো হয়েছে। bbox=[34, 678, 326, 729]
story-paragraph: সিলেট ও আশপাশের এলাকায় উপসর্গ নিয়ে মৃত্যুর কয়েকটি ঘটনায় নমুনা সংগ্রহ করা হয়েছে। পরীক্ষার ফল না আসা পর্যন্ত সংশ্লিষ্ট পরিবারগুলোকে কোয়ারেন্টাইনে রাখা হয়েছে। bbox=[991, 261, 1164, 327]
story-paragraph: সুনামগঞ্জের হাওরাঞ্চলে বোরো ধান কাটার মৌসুম চলছে। করোনার কারণে শ্রমিক সংকট দেখা দেওয়ায় বিভিন্ন জেলা থেকে শ্রমিক এনে ধান কাটার ব্যবস্থা করা হয়েছে। bbox=[1184, 297, 1534, 322]
story-paragraph: আইইডিসিআরের পরিচালক অধ্যাপক ডা. মীরজাদী সেব্রিনা ফ্লোরা বলেন, গত ২৪ ঘণ্টায় আইইডিসিআরসহ ২১টি প্রতিষ্ঠানে মোট ৩ হাজার ৪১৬টি নমুনা পরীক্ষা করা হয়। এ নিয়ে এ পর্যন্ত মোট ৪৬ হাজার ৫৬৭টি নমুনা পরীক্ষা করা হলো। নতুন ৫০৩ জনসহ এখন পর্যন্ত করোনা শনাক্ত হয়েছে ৪ হাজার ৯৯৮ জনের। bbox=[34, 551, 326, 616]
story-paragraph: আটকে পড়াদের দেশে ফিরিয়ে আনতে বিশেষ ফ্লাইটের ব্যবস্থা করা হচ্ছে বলে জানিয়েছে সংশ্লিষ্ট সূত্র। দূতাবাস থেকে নিবন্ধন করে অপেক্ষায় থাকতে বলা হয়েছে। bbox=[34, 1374, 326, 1413]
story-paragraph: জ্বর, সর্দি ও কাশি নিয়ে হাসপাতালে আসা রোগীদের চিকিৎসা নিশ্চিত করতে নির্দেশনা দিয়েছে স্বাস্থ্য অধিদফতর। এসব উপসর্গ থাকলে রোগীকে ফিরিয়ে না দিয়ে আলাদা কক্ষে চিকিৎসা দিতে বলা হয়েছে। bbox=[991, 331, 1165, 396]
headline[interactable]: বসুন্ধরায় হাসপাতালে bbox=[1284, 864, 1434, 885]
headline[interactable]: রোজার আগে চড়া bbox=[991, 557, 1164, 589]
story-paragraph: করোনায় আক্রান্ত হয়ে নতুন করে আরও ৩ জনের মৃত্যু হয়েছে, মোট মৃত্যু ১৪০ জনে দাঁড়িয়েছে। সুস্থ হয়ে হাসপাতাল ছেড়েছেন আরও ১৫ জন, মোট সুস্থ হয়েছেন ১১৩ জন। নতুন করে আইসোলেশনে নেওয়া হয়েছে ৬৭ জনকে, আর আইসোলেশন থেকে ছাড়া পেয়েছেন ৩৬ জন। bbox=[34, 253, 326, 305]
story-paragraph: শিক্ষাবিদরা বলছেন, পরিস্থিতি স্বাভাবিক হলে সিলেবাস সংক্ষিপ্ত করে অতিরিক্ত ক্লাস নেওয়ার মাধ্যমে এ ক্ষতি পুষিয়ে নিতে হবে। এইচএসসি পরীক্ষাসহ বিভিন্ন পাবলিক পরীক্ষার সময়সূচি নিয়েও অনিশ্চয়তা তৈরি হয়েছে। bbox=[34, 1651, 326, 1703]
